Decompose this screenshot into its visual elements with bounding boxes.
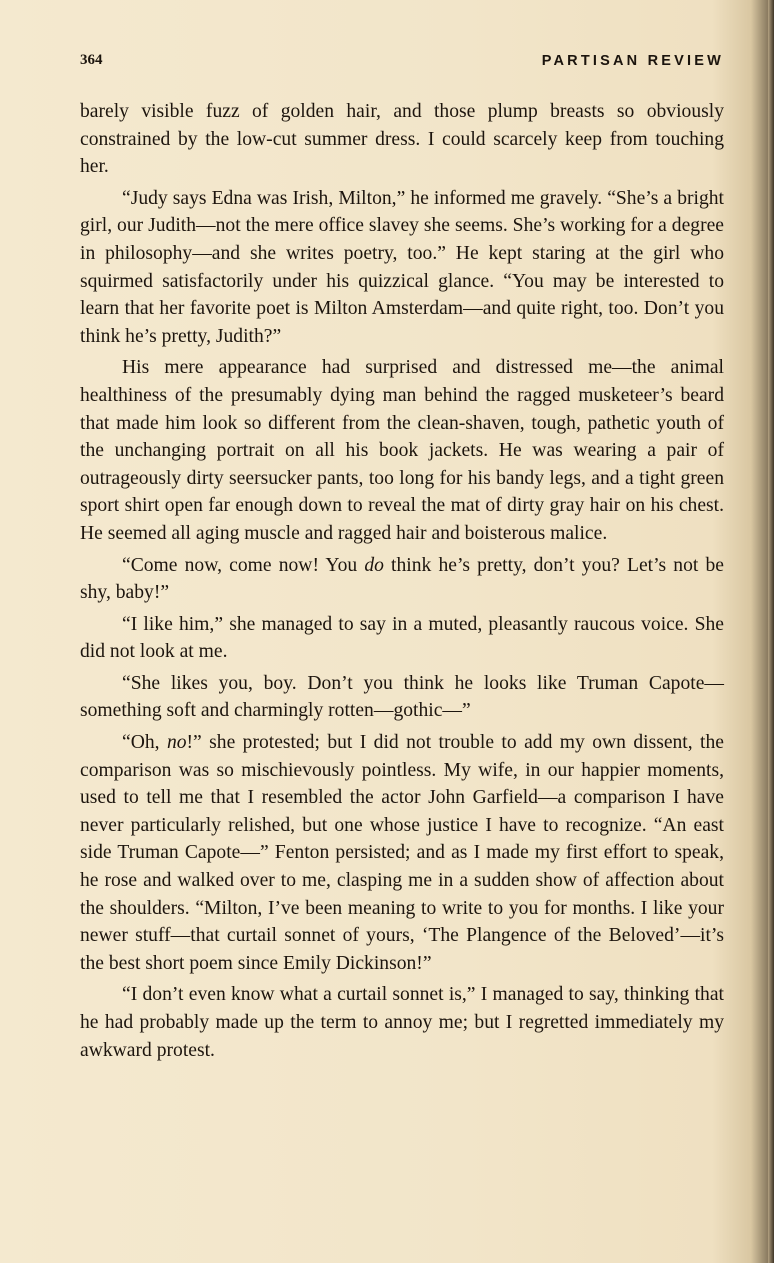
paragraph-3: His mere appearance had surprised and distressed me—the animal healthiness of the presumably dying man behind the ragged musketeer’s beard that made him look so different from the clean-shaven, tough, pathetic youth of the unchanging portrait on all his book jackets. He was wearing a pair of outrageously dirty seersucker pants, too long for his bandy legs, and a tight green sport shirt open far enough down to reveal the mat of dirty gray hair on his chest. He seemed all aging muscle and ragged hair and boisterous malice. — [80, 357, 724, 544]
paragraph-6: “She likes you, boy. Don’t you think he looks like Truman Capote—something soft and charmingly rotten—gothic—” — [80, 672, 724, 722]
body-text — [80, 98, 724, 1068]
paragraph-4-text-start: “Come now, come now! You — [122, 554, 365, 576]
paragraph-8: “I don’t even know what a curtail sonnet is,” I managed to say, thinking that he had probably made up the term to annoy me; but I regretted immediately my awkward protest. — [80, 984, 724, 1061]
page-edge — [768, 0, 774, 1263]
paragraph-7-text-end: !” she protested; but I did not trouble to add my own dissent, the comparison was so mischievously pointless. My wife, in our happier moments, used to tell me that I resembled the actor John Garfield—a comparison I have never particularly relished, but one whose justice I have to recognize. “An east side Truman Capote—” Fenton persisted; and as I made my first effort to speak, he rose and walked over to me, clasping me in a sudden show of affection about the shoulders. “Milton, I’ve been meaning to write to you for months. I like your newer stuff—that curtail sonnet of yours, ‘The Plangence of the Beloved’—it’s the best short poem since Emily Dickinson!” — [80, 732, 724, 974]
paragraph-4-text-end: think he’s pretty, don’t you? Let’s not be shy, baby!” — [80, 554, 724, 604]
running-head — [80, 52, 724, 74]
paragraph-2: “Judy says Edna was Irish, Milton,” he informed me gravely. “She’s a bright girl, our Judith—not the mere office slavey she seems. She’s working for a degree in philosophy—and she writes poetry, too.” He kept staring at the girl who squirmed satisfactorily under his quizzical glance. “You may be interested to learn that her favorite poet is Milton Amsterdam—and quite right, too. Don’t you think he’s pretty, Judith?” — [80, 187, 724, 347]
paragraph-1: barely visible fuzz of golden hair, and those plump breasts so obviously constrained by the low-cut summer dress. I could scarcely keep from touching her. — [80, 101, 724, 178]
journal-title: PARTISAN REVIEW — [541, 53, 724, 69]
paragraph-4-emphasis: do — [364, 554, 384, 576]
paragraph-7 — [80, 729, 724, 977]
paragraph-5: “I like him,” she managed to say in a muted, pleasantly raucous voice. She did not look at me. — [80, 613, 724, 663]
paragraph-7-emphasis: no — [166, 732, 187, 754]
paragraph-4 — [80, 552, 724, 607]
page-number: 364 — [80, 52, 103, 68]
paragraph-7-text-start: “Oh, — [122, 732, 167, 754]
